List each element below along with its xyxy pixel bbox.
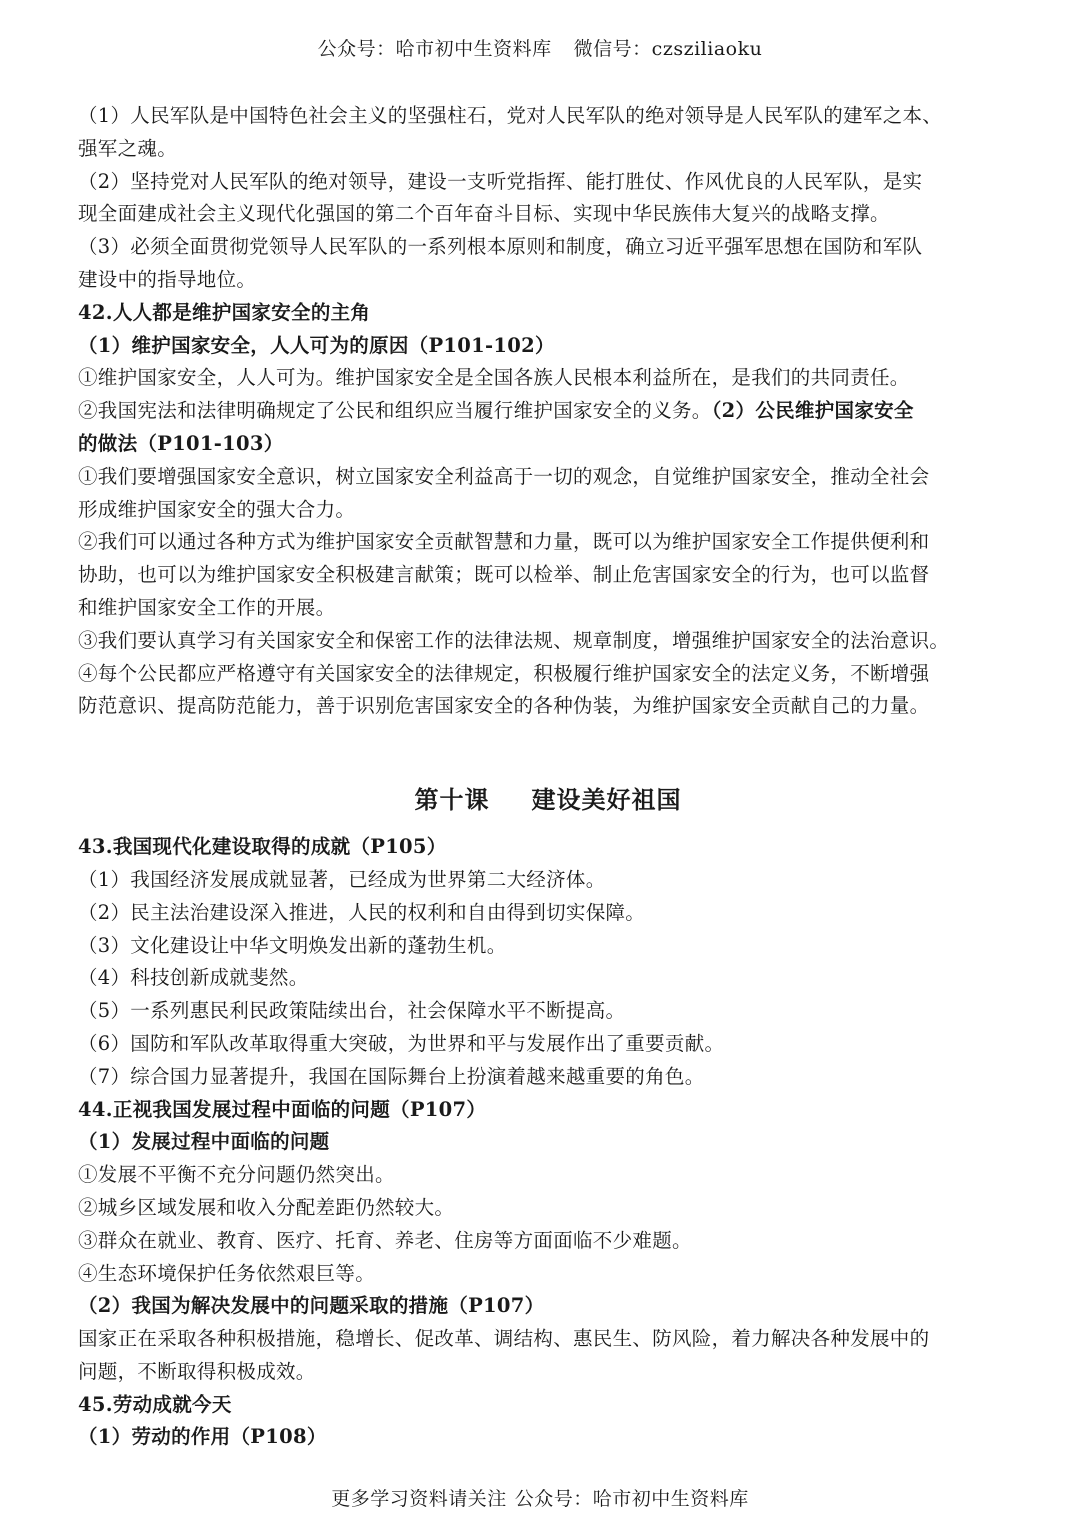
header-account: 公众号：哈市初中生资料库 [317, 38, 552, 60]
section-heading: （1）劳动的作用（P108） [78, 1425, 327, 1449]
section-spacer [78, 723, 1008, 783]
text-line: （1）人民军队是中国特色社会主义的坚强柱石，党对人民军队的绝对领导是人民军队的建军之本、 [78, 104, 943, 127]
section-heading: 43.我国现代化建设取得的成就（P105） [78, 835, 447, 859]
lesson-name: 建设美好祖国 [531, 785, 682, 815]
text-line: 形成维护国家安全的强大合力。 [78, 497, 356, 521]
text-line: （1）我国经济发展成就显著，已经成为世界第二大经济体。 [78, 867, 606, 891]
text-line: （2）民主法治建设深入推进，人民的权利和自由得到切实保障。 [78, 900, 646, 924]
text-line: ④每个公民都应严格遵守有关国家安全的法律规定，积极履行维护国家安全的法定义务，不断增强 [78, 661, 930, 685]
section-heading: （1）发展过程中面临的问题 [78, 1130, 330, 1154]
section-heading: 44.正视我国发展过程中面临的问题（P107） [78, 1097, 487, 1121]
text-line: 防范意识、提高防范能力，善于识别危害国家安全的各种伪装，为维护国家安全贡献自己的力量。 [78, 694, 930, 718]
page-header [0, 34, 1080, 64]
text-line: ③群众在就业、教育、医疗、托育、养老、住房等方面面临不少难题。 [78, 1228, 692, 1252]
lesson-number: 第十课 [414, 785, 490, 815]
text-line: 强军之魂。 [78, 136, 178, 160]
text-line: ④生态环境保护任务依然艰巨等。 [78, 1261, 376, 1285]
text-line: （5）一系列惠民利民政策陆续出台，社会保障水平不断提高。 [78, 999, 626, 1023]
text-line: ①维护国家安全，人人可为。维护国家安全是全国各族人民根本利益所在，是我们的共同责任。 [78, 366, 910, 390]
text-line: 问题，不断取得积极成效。 [78, 1359, 316, 1383]
text-line: （3）必须全面贯彻党领导人民军队的一系列根本原则和制度，确立习近平强军思想在国防和军队 [78, 235, 923, 259]
footer-text: 更多学习资料请关注 [331, 1488, 507, 1510]
text-line [78, 395, 1008, 428]
section-heading: 45.劳动成就今天 [78, 1392, 232, 1416]
text-line: 国家正在采取各种积极措施，稳增长、促改革、调结构、惠民生、防风险，着力解决各种发展中的 [78, 1327, 930, 1351]
text-line: 现全面建成社会主义现代化强国的第二个百年奋斗目标、实现中华民族伟大复兴的战略支撑。 [78, 202, 890, 226]
text-line: ①发展不平衡不充分问题仍然突出。 [78, 1163, 395, 1187]
subheading-inline: （2）公民维护国家安全 [711, 399, 914, 423]
text-line: （7）综合国力显著提升，我国在国际舞台上扮演着越来越重要的角色。 [78, 1064, 705, 1088]
text-line: ②城乡区域发展和收入分配差距仍然较大。 [78, 1195, 455, 1219]
text-line: 和维护国家安全工作的开展。 [78, 595, 336, 619]
section-heading: 的做法（P101-103） [78, 431, 284, 455]
section-heading: （2）我国为解决发展中的问题采取的措施（P107） [78, 1294, 545, 1318]
text-line: 建设中的指导地位。 [78, 267, 257, 291]
text-line: ②我们可以通过各种方式为维护国家安全贡献智慧和力量，既可以为维护国家安全工作提供便利和 [78, 530, 930, 554]
text-line: ③我们要认真学习有关国家安全和保密工作的法律法规、规章制度，增强维护国家安全的法治意识。 [78, 628, 950, 652]
text-line: 协助，也可以为维护国家安全积极建言献策；既可以检举、制止危害国家安全的行为，也可以监督 [78, 563, 930, 587]
text-line: （4）科技创新成就斐然。 [78, 966, 309, 990]
text-line: （3）文化建设让中华文明焕发出新的蓬勃生机。 [78, 933, 507, 957]
section-heading: 42.人人都是维护国家安全的主角 [78, 300, 371, 324]
text-line: （2）坚持党对人民军队的绝对领导，建设一支听党指挥、能打胜仗、作风优良的人民军队，是实 [78, 169, 923, 193]
document-body [78, 100, 1008, 1454]
header-wechat: 微信号：czsziliaoku [573, 38, 763, 60]
text-line: ①我们要增强国家安全意识，树立国家安全利益高于一切的观念，自觉维护国家安全，推动全社会 [78, 464, 930, 488]
section-heading: （1）维护国家安全，人人可为的原因（P101-102） [78, 333, 555, 357]
text-line-normal: ②我国宪法和法律明确规定了公民和组织应当履行维护国家安全的义务。 [78, 399, 712, 423]
text-line: （6）国防和军队改革取得重大突破，为世界和平与发展作出了重要贡献。 [78, 1031, 725, 1055]
footer-account: 公众号：哈市初中生资料库 [514, 1488, 749, 1510]
lesson-title [78, 783, 1008, 817]
page-footer [0, 1484, 1080, 1514]
